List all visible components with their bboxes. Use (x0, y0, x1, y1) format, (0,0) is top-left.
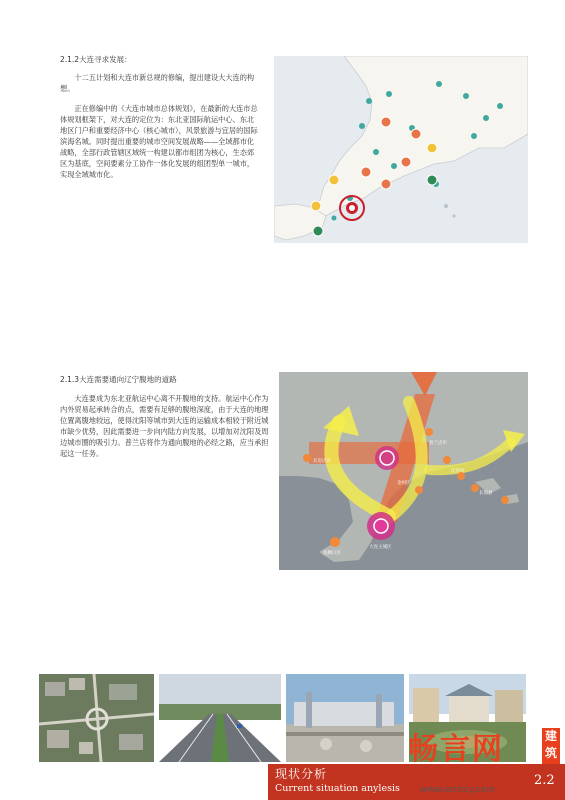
section2-body (60, 393, 270, 459)
region-map-graphic (274, 56, 528, 243)
map-label: 旅顺口区 (323, 551, 341, 556)
section-title-2-1-2: 2.1.2大连寻求发展： (60, 55, 132, 64)
section1-paragraph: 十二五计划和大连市新总规的修编，提出建设大大连的构想。 (60, 73, 255, 93)
map-label: 大连主城区 (369, 545, 392, 550)
highway-photo-graphic (159, 674, 281, 762)
map-label: 瓦房店市 (313, 459, 331, 464)
section2-paragraph: 大连要成为东北亚航运中心离不开腹地的支持。航运中心作为内外贸易起承转合的点，需要有足够的腹地深度，由于大连的地理位置离腹地较远，使得沈阳等城市到大连的运输成本相较于附近城市缺少优势，因此需要进一步向内陆方向发展，以增加对沈阳及周边城市圈的吸引力。普兰店将作为通向腹地的必经之路，应当承担起这一任务。 (60, 394, 269, 458)
page-number: 2.2 (534, 773, 555, 788)
section1-body (60, 72, 260, 180)
plaza-photo-graphic (286, 674, 404, 762)
highway-photo (159, 674, 281, 762)
hinterland-map-graphic (279, 372, 528, 570)
plaza-photo (286, 674, 404, 762)
map-label: 普兰店市 (429, 441, 447, 446)
watermark-badge: 建筑 (542, 728, 560, 764)
footer-title-cn: 现状分析 (275, 767, 328, 781)
section1-paragraph: 正在修编中的《大连市城市总体规划》，在最新的大连市总体规划框架下，对大连的定位为：东北亚国际航运中心、东北地区门户和重要经济中心（核心城市），风景旅游与宜居的国际滨海名城。同时提出重要的城市空间发展战略——全域都市化战略，全部行政管辖区域统一构建以都市组团为核心，生态郊区为基底，空间要素分工协作一体化发展的组团型单一城市，实现全域城市化。 (60, 104, 258, 179)
aerial-photo-graphic (39, 674, 154, 762)
map-label: 长海县 (479, 491, 493, 496)
section-title-2-1-3: 2.1.3大连需要通向辽宁腹地的道路 (60, 375, 177, 384)
dalian-region-map (274, 56, 528, 243)
hinterland-arrow-map (279, 372, 528, 570)
map-label: 庄河市 (451, 469, 465, 474)
aerial-city-photo (39, 674, 154, 762)
footer-title-en: Current situation anylesis (275, 783, 400, 794)
map-label: 金州区 (397, 481, 411, 486)
watermark-url: www.archcy.com (420, 785, 495, 795)
watermark-logo: 畅言网 (408, 732, 504, 767)
